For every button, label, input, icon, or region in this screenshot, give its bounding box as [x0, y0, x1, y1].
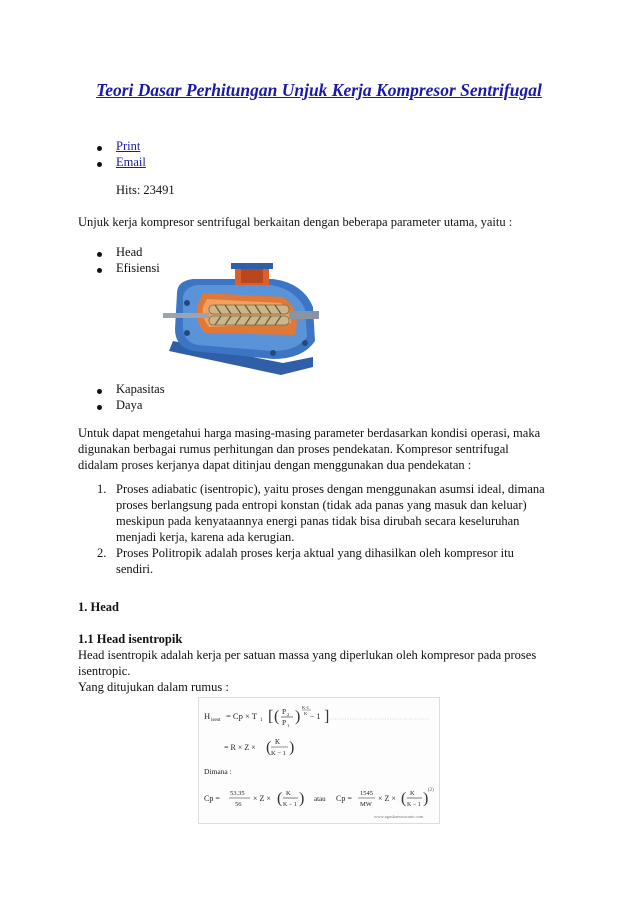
list-item-line: menjadi kerja, karena ada kerugian.	[116, 530, 295, 544]
formula-rz: = R × Z ×	[224, 743, 256, 752]
formula-t-sub: 1	[260, 718, 263, 723]
formula-cp2: Cp =	[336, 794, 352, 803]
formula-eq: = Cp × T	[226, 711, 257, 721]
parameter-item: Head	[116, 245, 143, 259]
formula-h: H	[204, 711, 211, 721]
formula-n2: 1545	[360, 790, 373, 797]
formula-z1: × Z ×	[253, 794, 271, 803]
formula-image	[198, 697, 440, 824]
formula-p2-sub: 2	[287, 712, 290, 717]
svg-text:K − 1: K − 1	[407, 802, 421, 808]
parameter-item: Kapasitas	[116, 382, 165, 396]
subsection-heading: 1.1 Head isentropik	[78, 632, 183, 646]
svg-text:(: (	[401, 790, 407, 807]
formula-z2: × Z ×	[378, 794, 396, 803]
parameter-item: Daya	[116, 398, 143, 412]
list-item-line: meskipun pada kenyataannya energi panas tidak bisa dirubah secara keseluruhan	[116, 514, 520, 528]
formula-p1: P	[282, 718, 287, 727]
formula-dimana: Dimana :	[204, 767, 232, 776]
formula-p1-sub: 1	[287, 723, 290, 728]
definition-line: Head isentropik adalah kerja per satuan massa yang diperlukan oleh kompresor pada proses	[78, 648, 537, 662]
formula-cp1: Cp =	[204, 794, 220, 803]
formula-intro: Yang ditujukan dalam rumus :	[78, 680, 229, 694]
list-item-line: sendiri.	[116, 562, 154, 576]
formula-atau: atau	[314, 795, 326, 803]
svg-text:(: (	[266, 739, 272, 756]
formula-note: (2)	[428, 788, 434, 793]
definition-line: isentropic.	[78, 664, 131, 678]
svg-text:(: (	[274, 708, 280, 725]
svg-text:(: (	[277, 790, 283, 807]
bullet	[97, 162, 102, 167]
paragraph-line: Untuk dapat mengetahui harga masing-masing parameter berdasarkan kondisi operasi, maka	[78, 426, 541, 440]
hits-count: Hits: 23491	[116, 183, 175, 197]
bullet	[97, 405, 102, 410]
svg-text:): )	[423, 790, 429, 807]
formula-n1: 53.35	[230, 790, 245, 797]
intro-paragraph: Unjuk kerja kompresor sentrifugal berkaitan dengan beberapa parameter utama, yaitu :	[78, 215, 513, 229]
bullet	[97, 268, 102, 273]
svg-text:): )	[299, 790, 305, 807]
compressor-image	[163, 263, 333, 377]
formula-p2: P	[282, 707, 287, 716]
svg-text:K: K	[410, 790, 415, 797]
list-item-line: Proses adiabatic (isentropic), yaitu proses dengan menggunakan asumsi ideal, dimana	[116, 482, 545, 496]
formula-minus-one: − 1	[310, 712, 321, 721]
list-number: 1.	[97, 482, 107, 496]
parameter-item: Efisiensi	[116, 261, 160, 275]
formula-exp-num: K-1	[302, 705, 309, 710]
svg-text:]: ]	[324, 708, 330, 725]
formula-watermark: www.aguskaeswoonto.com	[374, 814, 424, 819]
bullet	[97, 146, 102, 151]
print-link[interactable]: Print	[116, 139, 141, 153]
formula-h-sub: isent	[211, 718, 221, 723]
email-link[interactable]: Email	[116, 155, 146, 169]
section-heading: 1. Head	[78, 600, 119, 614]
list-item-line: Proses Politropik adalah proses kerja aktual yang dihasilkan oleh kompresor itu	[116, 546, 514, 560]
svg-text:[: [	[268, 708, 274, 725]
paragraph-line: didalam proses kerjanya dapat ditinjau dengan menggunakan dua pendekatan :	[78, 458, 472, 472]
paragraph-line: digunakan berbagai rumus perhitungan dan proses pendekatan. Kompresor sentrifugal	[78, 442, 509, 456]
list-item-line: proses berlangsung pada entropi konstan (tidak ada panas yang masuk dan keluar)	[116, 498, 527, 512]
bullet	[97, 252, 102, 257]
svg-text:): )	[295, 708, 301, 725]
page-title[interactable]: Teori Dasar Perhitungan Unjuk Kerja Kompresor Sentrifugal	[96, 80, 542, 100]
svg-text:): )	[289, 739, 295, 756]
formula-k: K	[275, 738, 281, 746]
bullet	[97, 389, 102, 394]
formula-d1: 56	[235, 801, 242, 808]
list-number: 2.	[97, 546, 107, 560]
svg-text:K − 1: K − 1	[283, 802, 297, 808]
formula-exp-den: K	[304, 711, 308, 716]
formula-d2: MW	[360, 801, 372, 808]
formula-k-minus: K − 1	[271, 750, 286, 757]
svg-text:K: K	[286, 790, 291, 797]
